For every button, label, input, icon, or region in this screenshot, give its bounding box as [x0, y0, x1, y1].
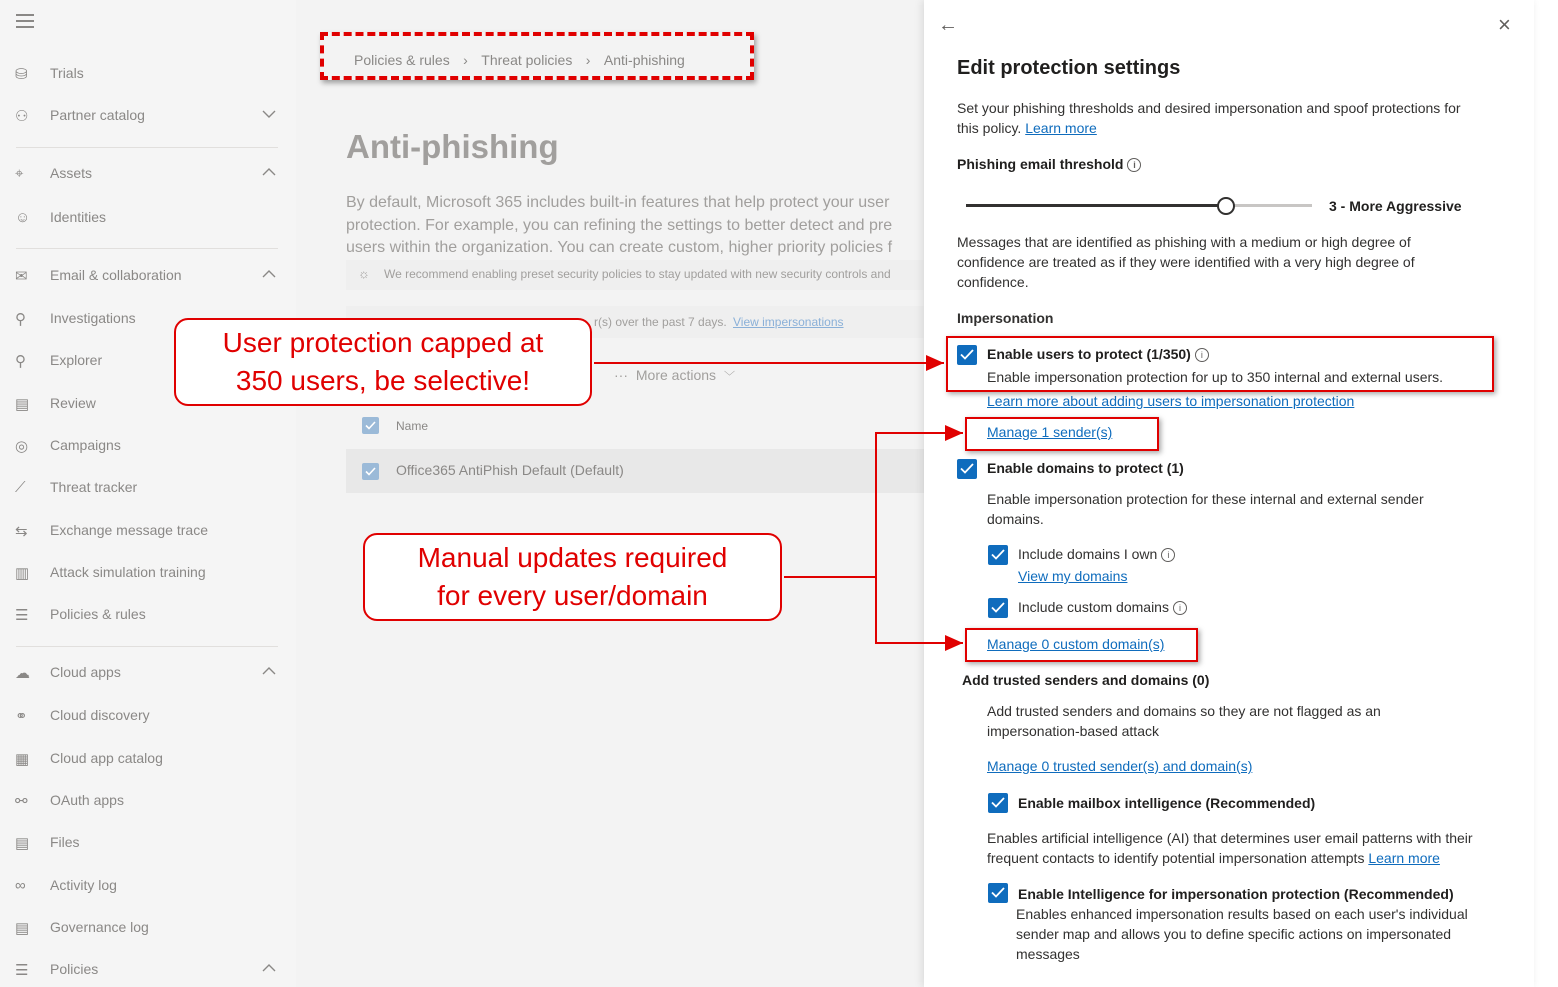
enable-domains-desc-line: domains. [987, 511, 1044, 527]
mailbox-intelligence-label: Enable mailbox intelligence (Recommended) [1018, 795, 1316, 811]
threshold-value: 3 - More Aggressive [1329, 198, 1462, 214]
view-impersonations-link[interactable]: View impersonations [733, 315, 844, 329]
policy-name[interactable]: Office365 AntiPhish Default (Default) [396, 462, 624, 478]
sidebar-item-label: OAuth apps [50, 792, 124, 808]
back-arrow-icon[interactable]: ← [938, 14, 958, 36]
panel-intro: Set your phishing thresholds and desired impersonation and spoof protections for [957, 100, 1461, 116]
callout-manual-updates [363, 533, 782, 621]
email-icon: ✉ [15, 268, 28, 285]
sidebar-item-label: Partner catalog [50, 107, 145, 123]
more-icon: ··· [614, 367, 628, 383]
enable-domains-label: Enable domains to protect (1) [987, 460, 1184, 476]
activity-log-icon: ∞ [15, 877, 26, 894]
sidebar-item-label: Cloud discovery [50, 707, 150, 723]
arrow-callout2-lower [876, 577, 963, 643]
arrow-callout2-bracket [784, 433, 963, 577]
sidebar-item-label: Exchange message trace [50, 522, 208, 538]
breadcrumb-item-threat-policies[interactable]: Threat policies [481, 52, 573, 68]
investigations-icon: ⚲ [15, 311, 26, 328]
impersonation-heading: Impersonation [957, 310, 1054, 326]
panel-intro-text: this policy. [957, 120, 1022, 136]
callout-user-cap [174, 318, 592, 406]
enable-users-text: Enable users to protect (1/350) [987, 346, 1191, 362]
policies-icon: ☰ [15, 962, 29, 979]
info-icon[interactable]: i [1173, 601, 1187, 615]
mailbox-intelligence-desc-line: Enables artificial intelligence (AI) that determines user email patterns with their [987, 830, 1473, 846]
sidebar-item-label: Review [50, 395, 96, 411]
callout-line: 350 users, be selective! [235, 365, 531, 396]
include-custom-text: Include custom domains [1018, 599, 1169, 615]
intelligence-impersonation-label: Enable Intelligence for impersonation protection (Recommended) [1018, 886, 1454, 902]
sidebar-item-label: Cloud app catalog [50, 750, 163, 766]
sidebar-item-label: Trials [50, 65, 84, 81]
assets-icon: ⌖ [15, 165, 24, 182]
sidebar-item-label: Cloud apps [50, 664, 121, 680]
manage-senders-link[interactable]: Manage 1 sender(s) [987, 424, 1113, 440]
manage-custom-domains-link[interactable]: Manage 0 custom domain(s) [987, 636, 1165, 652]
breadcrumb-item-policies-rules[interactable]: Policies & rules [354, 52, 450, 68]
sidebar-item-label: Policies [50, 961, 99, 977]
info-icon[interactable]: i [1195, 348, 1209, 362]
mailbox-learn-more-link[interactable]: Learn more [1368, 850, 1440, 866]
column-header-name[interactable]: Name [396, 419, 429, 433]
campaigns-icon: ◎ [15, 438, 29, 455]
cloud-discovery-icon: ⚭ [15, 708, 28, 725]
sidebar-item-label: Assets [50, 165, 93, 181]
close-icon[interactable]: × [1498, 12, 1511, 37]
files-icon: ▤ [15, 835, 30, 852]
review-icon: ▤ [15, 396, 30, 413]
callout-line: User protection capped at [222, 327, 544, 358]
lightbulb-icon: ☼ [358, 266, 370, 281]
callout-line: Manual updates required [417, 542, 728, 573]
more-actions-label: More actions [635, 367, 717, 383]
threat-tracker-icon: ⟋ [15, 479, 26, 496]
learn-more-users-link[interactable]: Learn more about adding users to impersonation protection [987, 393, 1355, 409]
learn-more-link[interactable]: Learn more [1025, 120, 1097, 136]
manage-trusted-link[interactable]: Manage 0 trusted sender(s) and domain(s) [987, 758, 1253, 774]
trusted-heading: Add trusted senders and domains (0) [962, 672, 1210, 688]
sidebar-item-label: Attack simulation training [50, 564, 206, 580]
include-own-text: Include domains I own [1018, 546, 1158, 562]
enable-domains-desc-line: Enable impersonation protection for these internal and external sender [987, 491, 1424, 507]
view-my-domains-link[interactable]: View my domains [1018, 568, 1128, 584]
sidebar-item-label: Policies & rules [50, 606, 146, 622]
sidebar-item-label: Governance log [50, 919, 149, 935]
attack-simulation-icon: ▥ [15, 565, 30, 582]
breadcrumb-separator-icon: › [585, 52, 591, 68]
breadcrumb-separator-icon: › [463, 52, 468, 68]
description-line: protection. For example, you can refining the settings to better detect and pre [346, 216, 893, 234]
threshold-desc-line: confidence are treated as if they were identified with a very high degree of [957, 254, 1415, 270]
panel-title: Edit protection settings [957, 57, 1181, 79]
explorer-icon: ⚲ [15, 353, 26, 370]
sidebar-item-label: Investigations [50, 310, 136, 326]
sidebar-item-label: Identities [50, 209, 107, 225]
breadcrumb-item-anti-phishing: Anti-phishing [603, 52, 685, 68]
sidebar-item-label: Email & collaboration [50, 267, 182, 283]
mailbox-desc-text: frequent contacts to identify potential impersonation attempts [987, 850, 1365, 866]
impersonation-text: r(s) over the past 7 days. [594, 315, 727, 329]
trials-icon: ⛁ [15, 66, 28, 83]
callout-line: for every user/domain [437, 580, 708, 611]
threshold-desc-line: confidence. [957, 274, 1029, 290]
oauth-icon: ⚯ [15, 793, 28, 810]
intelligence-impersonation-desc-line: messages [1016, 946, 1080, 962]
recommendation-text: We recommend enabling preset security policies to stay updated with new security controls and [384, 267, 891, 281]
exchange-icon: ⇆ [15, 523, 28, 540]
policies-rules-icon: ☰ [15, 607, 29, 624]
intelligence-impersonation-desc-line: Enables enhanced impersonation results based on each user's individual [1016, 906, 1468, 922]
sidebar-item-label: Activity log [50, 877, 117, 893]
trusted-desc-line: impersonation-based attack [987, 723, 1159, 739]
partner-catalog-icon: ⚇ [15, 108, 29, 125]
enable-users-desc: Enable impersonation protection for up to 350 internal and external users. [987, 369, 1444, 385]
threshold-desc-line: Messages that are identified as phishing with a medium or high degree of [957, 234, 1411, 250]
threshold-label-text: Phishing email threshold [957, 156, 1124, 172]
sidebar-item-label: Threat tracker [50, 479, 138, 495]
page-title: Anti-phishing [346, 128, 559, 165]
sidebar-item-label: Campaigns [50, 437, 121, 453]
identities-icon: ☺ [15, 209, 31, 226]
governance-log-icon: ▤ [15, 920, 30, 937]
cloud-app-catalog-icon: ▦ [15, 751, 30, 768]
info-icon[interactable]: i [1161, 548, 1175, 562]
trusted-desc-line: Add trusted senders and domains so they are not flagged as an [987, 703, 1381, 719]
sidebar-item-label: Files [50, 834, 80, 850]
cloud-icon: ☁ [15, 665, 30, 682]
description-line: By default, Microsoft 365 includes built-in features that help protect your user [346, 194, 890, 211]
info-icon[interactable]: i [1127, 158, 1141, 172]
intelligence-impersonation-desc-line: sender map and allows you to define specific actions on impersonated [1016, 926, 1452, 942]
sidebar-item-label: Explorer [50, 352, 103, 368]
description-line: users within the organization. You can create custom, higher priority policies f [346, 239, 893, 256]
chevron-down-icon: ﹀ [723, 371, 735, 383]
